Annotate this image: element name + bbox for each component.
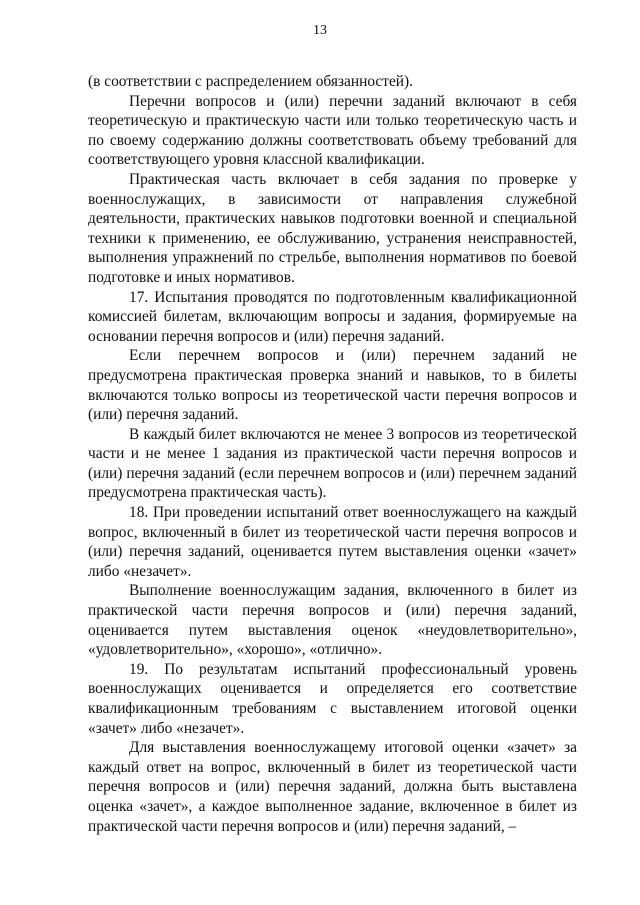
paragraph: Практическая часть включает в себя задания по проверке у военнослужащих, в зависимости от направления служебной деятельности, практических навыков подготовки военной и специальной техники к применению, ее обслуживанию, устранения неисправностей, выполнения упражнений по стрельбе, выполнения нормативов по боевой подготовке и иных нормативов. [88, 170, 577, 286]
paragraph-item-17: 17. Испытания проводятся по подготовленным квалификационной комиссией билетам, включающим вопросы и задания, формируемые на основании перечня вопросов и (или) перечня заданий. [88, 288, 577, 345]
paragraph: Выполнение военнослужащим задания, включенного в билет из практической части перечня вопросов и (или) перечня заданий, оценивается путем выставления оценок «неудовлетворительно», «удовлетворительно», «хорошо», «отлично». [88, 582, 577, 659]
paragraph-item-18: 18. При проведении испытаний ответ военнослужащего на каждый вопрос, включенный в билет из теоретической части перечня вопросов и (или) перечня заданий, оценивается путем выставления оценки «зачет» либо «незачет». [88, 504, 577, 580]
paragraph-item-19: 19. По результатам испытаний профессиональный уровень военнослужащих оценивается и определяется его соответствие квалификационным требованиям с выставлением итоговой оценки «зачет» либо «незачет». [88, 660, 577, 737]
paragraph: В каждый билет включаются не менее 3 вопросов из теоретической части и не менее 1 задания из практической части перечня вопросов и (или) перечня заданий (если перечнем вопросов и (или) перечнем заданий предусмотрена практическая часть). [88, 425, 577, 502]
paragraph: Для выставления военнослужащему итоговой оценки «зачет» за каждый ответ на вопрос, включенный в билет из теоретической части перечня вопросов и (или) перечня заданий, должна быть выставлена оценка «зачет», а каждое выполненное задание, включенное в билет из практической части перечня вопросов и (или) перечня заданий, – [88, 739, 577, 835]
document-body [88, 72, 577, 836]
paragraph: (в соответствии с распределением обязанностей). [88, 73, 413, 90]
page-number: 13 [313, 23, 327, 38]
paragraph: Если перечнем вопросов и (или) перечнем заданий не предусмотрена практическая проверка знаний и навыков, то в билеты включаются только вопросы из теоретической части перечня вопросов и (или) перечня заданий. [88, 347, 577, 424]
paragraph: Перечни вопросов и (или) перечни заданий включают в себя теоретическую и практическую части или только теоретическую часть и по своему содержанию должны соответствовать объему требований для соответствующего уровня классной квалификации. [88, 92, 577, 169]
